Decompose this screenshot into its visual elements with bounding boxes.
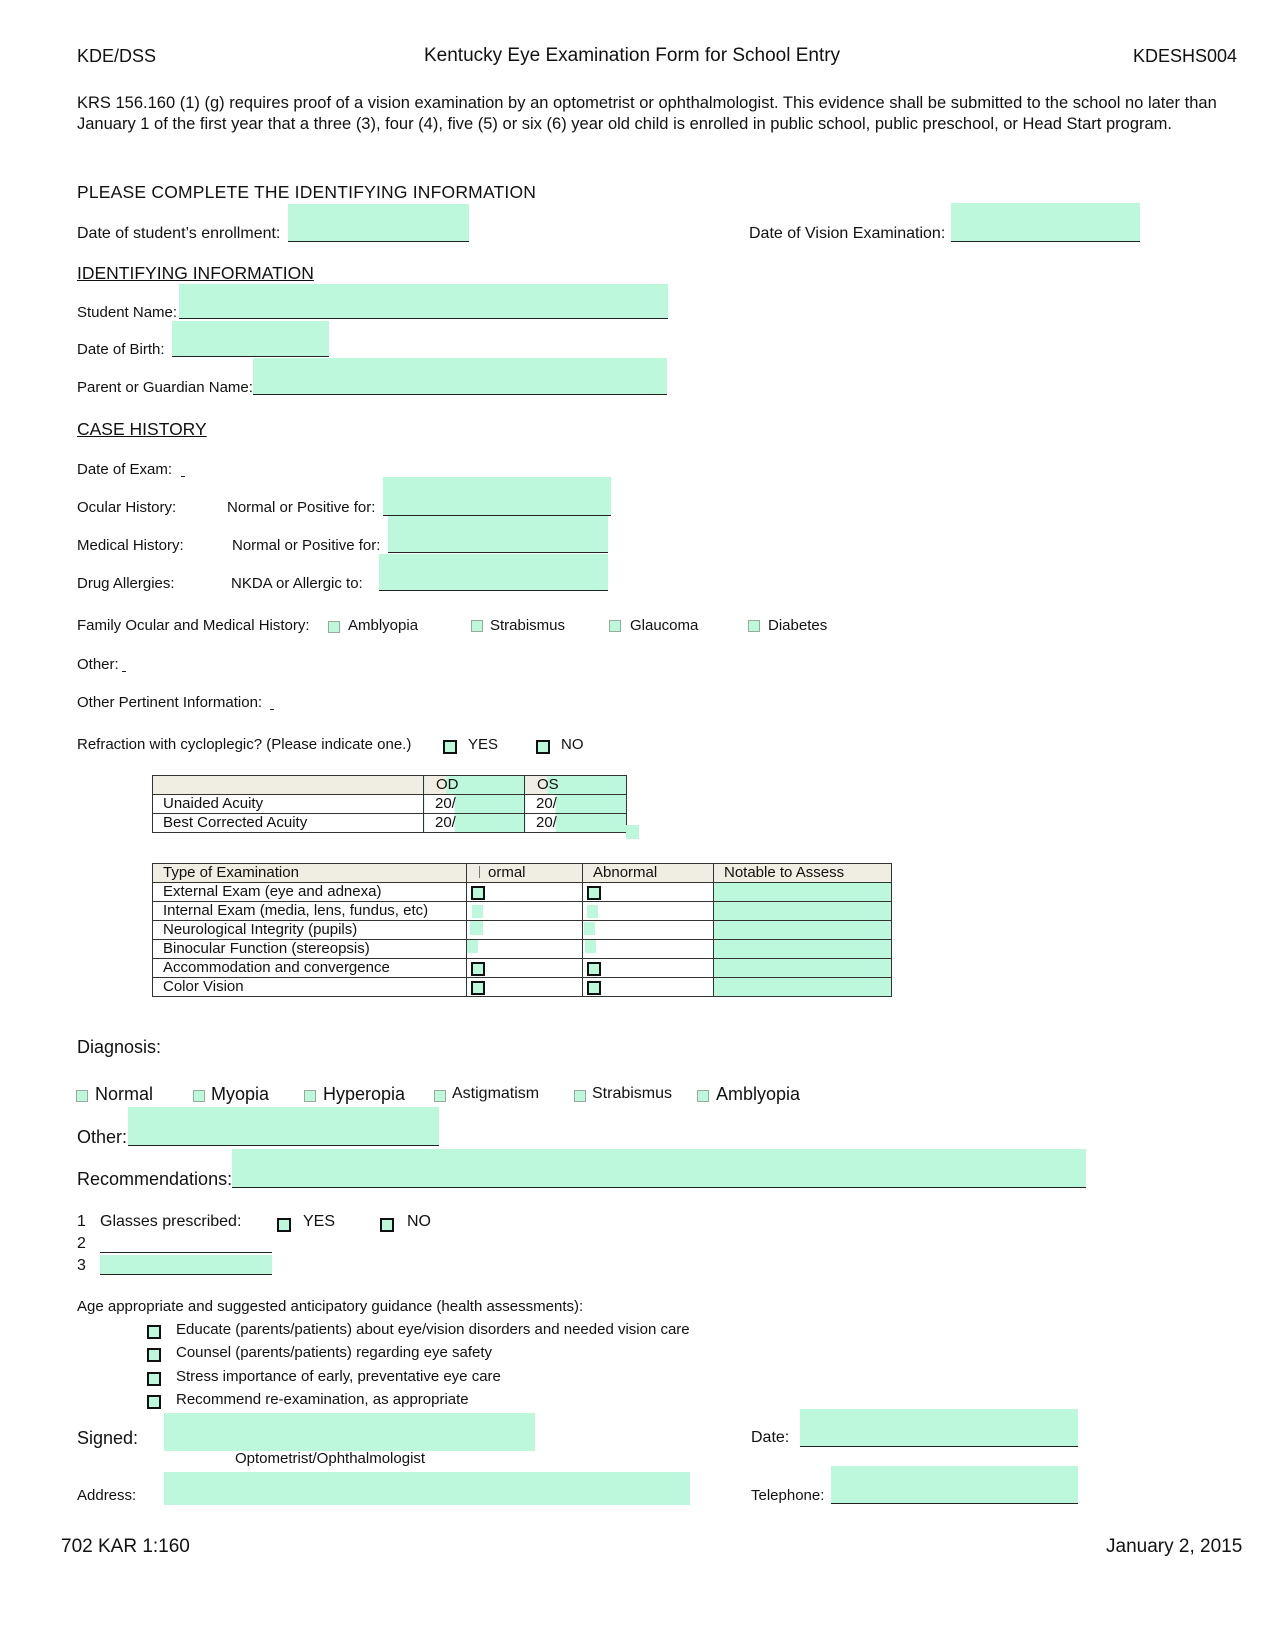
exam-header-type: Type of Examination [153, 864, 467, 883]
form-agency: KDE/DSS [77, 46, 157, 66]
internal-notable-field[interactable] [714, 902, 892, 921]
vision-exam-date-field[interactable] [951, 203, 1140, 242]
signature-field[interactable] [164, 1413, 535, 1451]
guidance-counsel-checkbox[interactable] [147, 1348, 161, 1362]
guidance-stress-label: Stress importance of early, preventative eye care [176, 1368, 501, 1385]
ocular-history-label: Ocular History: [77, 499, 177, 516]
exam-header-normal [467, 864, 583, 883]
diagnosis-amblyopia-checkbox[interactable] [697, 1090, 709, 1102]
family-glaucoma-checkbox[interactable] [609, 620, 621, 632]
guidance-reexam-checkbox[interactable] [147, 1395, 161, 1409]
acuity-row-unaided [153, 795, 627, 814]
accommodation-abnormal-cell [583, 959, 714, 978]
external-normal-checkbox[interactable] [471, 886, 485, 900]
exam-row-label: External Exam (eye and adnexa) [153, 883, 467, 902]
refraction-no-label: NO [561, 736, 584, 753]
acuity-table [152, 775, 627, 833]
ocular-history-sublabel: Normal or Positive for: [227, 499, 376, 516]
line-number-1: 1 [77, 1213, 86, 1230]
parent-name-label: Parent or Guardian Name: [77, 379, 253, 396]
family-amblyopia-checkbox[interactable] [328, 621, 340, 633]
medical-history-sublabel: Normal or Positive for: [232, 537, 381, 554]
family-strabismus-label: Strabismus [490, 617, 566, 634]
student-name-underline [179, 318, 668, 319]
guidance-reexam-label: Recommend re-examination, as appropriate [176, 1391, 469, 1408]
external-notable-field[interactable] [714, 883, 892, 902]
diagnosis-hyperopia-label: Hyperopia [323, 1084, 406, 1104]
diagnosis-amblyopia-label: Amblyopia [716, 1084, 801, 1104]
intro-paragraph: KRS 156.160 (1) (g) requires proof of a vision examination by an optometrist or ophthalmologist. This evidence shall be submitted to the school no later than January 1 of the first year that a three (3), four (4), five (5) or six (6) year old child is enrolled in public school, public preschool, or Head Start program. [77, 94, 1217, 133]
unaided-od-field[interactable] [424, 795, 525, 814]
parent-name-underline [253, 394, 667, 395]
binocular-normal-checkbox[interactable] [467, 940, 478, 953]
external-abnormal-cell [583, 883, 714, 902]
exam-row-label: Accommodation and convergence [153, 959, 467, 978]
date-of-birth-underline [172, 356, 329, 357]
exam-row-neurological [153, 921, 892, 940]
line-3-underline [100, 1274, 272, 1275]
exam-header-row [153, 864, 892, 883]
family-diabetes-checkbox[interactable] [748, 620, 760, 632]
exam-row-external [153, 883, 892, 902]
diagnosis-label: Diagnosis: [77, 1037, 162, 1057]
external-abnormal-checkbox[interactable] [587, 886, 601, 900]
other-pertinent-label: Other Pertinent Information: [77, 694, 263, 711]
diagnosis-myopia-label: Myopia [211, 1084, 270, 1104]
unaided-os-field[interactable] [525, 795, 627, 814]
family-amblyopia-label: Amblyopia [348, 617, 419, 634]
drug-allergies-field[interactable] [379, 554, 608, 591]
diagnosis-myopia-checkbox[interactable] [193, 1090, 205, 1102]
color-vision-abnormal-checkbox[interactable] [587, 981, 601, 995]
family-diabetes-label: Diabetes [768, 617, 828, 634]
telephone-field[interactable] [831, 1466, 1078, 1504]
acuity-header-blank [153, 776, 424, 795]
recommendations-label: Recommendations: [77, 1169, 233, 1189]
internal-normal-checkbox[interactable] [472, 905, 483, 918]
vision-exam-date-underline [951, 241, 1140, 242]
color-vision-abnormal-cell [583, 978, 714, 997]
glasses-label: Glasses prescribed: [100, 1213, 242, 1230]
exam-header-normal-text: ormal [488, 864, 526, 881]
best-corrected-os-prefix: 20/ [536, 814, 557, 831]
exam-header-abnormal: Abnormal [583, 864, 714, 883]
other-label: Other: [77, 656, 119, 673]
color-vision-normal-cell [467, 978, 583, 997]
parent-name-field[interactable] [253, 358, 667, 395]
binocular-notable-field[interactable] [714, 940, 892, 959]
footer-regulation: 702 KAR 1:160 [61, 1536, 190, 1557]
guidance-educate-checkbox[interactable] [147, 1325, 161, 1339]
refraction-yes-label: YES [468, 736, 499, 753]
drug-allergies-sublabel: NKDA or Allergic to: [231, 575, 363, 592]
medical-history-label: Medical History: [77, 537, 184, 554]
diagnosis-other-underline [128, 1145, 439, 1146]
exam-table [152, 863, 892, 997]
color-vision-notable-field[interactable] [714, 978, 892, 997]
diagnosis-strabismus-checkbox[interactable] [574, 1090, 586, 1102]
student-name-field[interactable] [179, 284, 668, 319]
acuity-header-os-text: OS [537, 776, 559, 793]
diagnosis-hyperopia-checkbox[interactable] [304, 1090, 316, 1102]
glasses-yes-checkbox[interactable] [277, 1218, 291, 1232]
medical-history-field[interactable] [388, 516, 608, 553]
accommodation-normal-cell [467, 959, 583, 978]
section-identifying: IDENTIFYING INFORMATION [77, 263, 314, 283]
glasses-no-checkbox[interactable] [380, 1218, 394, 1232]
diagnosis-strabismus-label: Strabismus [592, 1085, 673, 1102]
date-of-exam-field[interactable] [181, 476, 185, 477]
guidance-label: Age appropriate and suggested anticipatory guidance (health assessments): [77, 1298, 584, 1315]
signature-caption: Optometrist/Ophthalmologist [235, 1450, 426, 1467]
acuity-header-os [525, 776, 627, 795]
drug-allergies-label: Drug Allergies: [77, 575, 175, 592]
line-3-field[interactable] [100, 1255, 272, 1274]
refraction-label: Refraction with cycloplegic? (Please indicate one.) [77, 736, 412, 753]
footer-date: January 2, 2015 [1106, 1536, 1243, 1557]
acuity-header-od-text: OD [436, 776, 459, 793]
line-2-field[interactable] [100, 1252, 272, 1253]
acuity-row-label: Unaided Acuity [153, 795, 424, 814]
diagnosis-other-field[interactable] [128, 1107, 439, 1145]
line-number-2: 2 [77, 1235, 86, 1252]
other-field[interactable] [122, 671, 126, 672]
internal-abnormal-checkbox[interactable] [587, 905, 598, 918]
telephone-underline [831, 1503, 1078, 1504]
best-corrected-od-field[interactable] [424, 814, 525, 833]
exam-row-color-vision [153, 978, 892, 997]
glasses-no-label: NO [407, 1213, 431, 1230]
internal-abnormal-cell [583, 902, 714, 921]
date-field[interactable] [800, 1409, 1078, 1447]
form-code: KDESHS004 [1133, 46, 1238, 66]
guidance-counsel-label: Counsel (parents/patients) regarding eye safety [176, 1344, 493, 1361]
medical-history-underline [388, 552, 608, 553]
ocular-history-field[interactable] [383, 477, 611, 515]
family-glaucoma-label: Glaucoma [630, 617, 699, 634]
family-strabismus-checkbox[interactable] [471, 620, 483, 632]
accommodation-notable-field[interactable] [714, 959, 892, 978]
drug-allergies-underline [379, 590, 608, 591]
diagnosis-astigmatism-label: Astigmatism [452, 1085, 540, 1102]
guidance-educate-label: Educate (parents/patients) about eye/vision disorders and needed vision care [176, 1321, 690, 1338]
diagnosis-other-label: Other: [77, 1127, 128, 1147]
diagnosis-normal-label: Normal [95, 1084, 154, 1104]
neurological-abnormal-cell [583, 921, 714, 940]
refraction-yes-checkbox[interactable] [443, 740, 457, 754]
neurological-normal-cell [467, 921, 583, 940]
address-label: Address: [77, 1487, 137, 1504]
internal-normal-cell [467, 902, 583, 921]
enrollment-underline [288, 241, 469, 242]
vision-exam-date-label: Date of Vision Examination: [749, 225, 946, 242]
neurological-normal-checkbox[interactable] [470, 921, 483, 935]
telephone-label: Telephone: [751, 1487, 825, 1504]
neurological-abnormal-checkbox[interactable] [584, 922, 595, 935]
glasses-yes-label: YES [303, 1213, 336, 1230]
external-normal-cell [467, 883, 583, 902]
student-name-label: Student Name: [77, 304, 178, 321]
acuity-field-fragment [626, 825, 639, 839]
unaided-od-prefix: 20/ [435, 795, 456, 812]
best-corrected-os-field[interactable] [525, 814, 627, 833]
acuity-header-row [153, 776, 627, 795]
exam-row-internal [153, 902, 892, 921]
acuity-row-label: Best Corrected Acuity [153, 814, 424, 833]
recommendations-underline [232, 1187, 1086, 1188]
section-please-complete: PLEASE COMPLETE THE IDENTIFYING INFORMATION [77, 182, 537, 202]
signed-label: Signed: [77, 1428, 139, 1448]
date-label: Date: [751, 1429, 790, 1446]
acuity-header-od [424, 776, 525, 795]
other-pertinent-field[interactable] [270, 709, 274, 710]
enrollment-date-field[interactable] [288, 204, 469, 242]
diagnosis-astigmatism-checkbox[interactable] [434, 1090, 446, 1102]
accommodation-normal-checkbox[interactable] [471, 962, 485, 976]
neurological-notable-field[interactable] [714, 921, 892, 940]
date-of-exam-label: Date of Exam: [77, 461, 173, 478]
guidance-stress-checkbox[interactable] [147, 1372, 161, 1386]
unaided-os-prefix: 20/ [536, 795, 557, 812]
diagnosis-normal-checkbox[interactable] [76, 1090, 88, 1102]
exam-row-label: Neurological Integrity (pupils) [153, 921, 467, 940]
family-history-label: Family Ocular and Medical History: [77, 617, 310, 634]
color-vision-normal-checkbox[interactable] [471, 981, 485, 995]
binocular-normal-cell [467, 940, 583, 959]
accommodation-abnormal-checkbox[interactable] [587, 962, 601, 976]
enrollment-label: Date of student’s enrollment: [77, 225, 281, 242]
refraction-no-checkbox[interactable] [536, 740, 550, 754]
form-title: Kentucky Eye Examination Form for School Entry [424, 45, 841, 66]
line-number-3: 3 [77, 1257, 86, 1274]
exam-header-cursor [479, 866, 480, 878]
exam-row-binocular [153, 940, 892, 959]
exam-row-accommodation [153, 959, 892, 978]
section-case-history: CASE HISTORY [77, 419, 207, 439]
recommendations-field[interactable] [232, 1149, 1086, 1187]
binocular-abnormal-checkbox[interactable] [585, 940, 596, 953]
best-corrected-od-prefix: 20/ [435, 814, 456, 831]
binocular-abnormal-cell [583, 940, 714, 959]
exam-row-label: Color Vision [153, 978, 467, 997]
date-of-birth-label: Date of Birth: [77, 341, 165, 358]
address-field[interactable] [164, 1472, 690, 1505]
exam-row-label: Binocular Function (stereopsis) [153, 940, 467, 959]
exam-header-notable: Notable to Assess [714, 864, 892, 883]
date-of-birth-field[interactable] [172, 321, 329, 356]
date-underline [800, 1446, 1078, 1447]
acuity-row-best-corrected [153, 814, 627, 833]
exam-row-label: Internal Exam (media, lens, fundus, etc) [153, 902, 467, 921]
